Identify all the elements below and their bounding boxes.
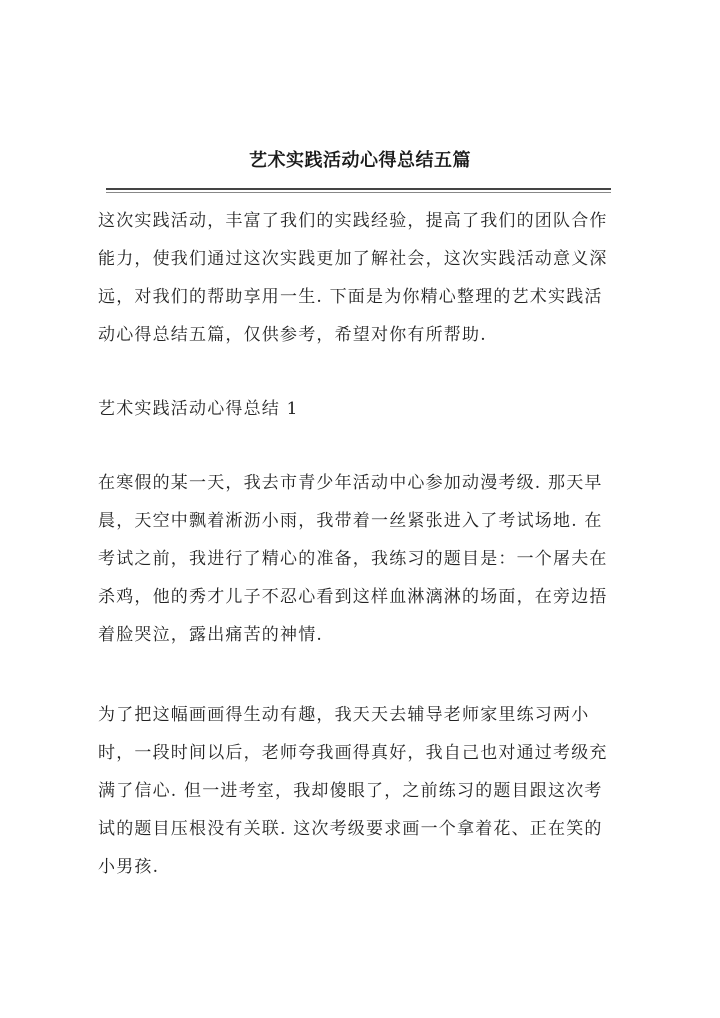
- paragraph-line: 满了信心. 但一进考室，我却傻眼了，之前练习的题目跟这次考: [98, 781, 603, 801]
- paragraph-line: 在寒假的某一天，我去市青少年活动中心参加动漫考级. 那天早: [98, 473, 603, 493]
- paragraph-line: 为了把这幅画画得生动有趣，我天天去辅导老师家里练习两小: [98, 705, 590, 725]
- paragraph-line: 动心得总结五篇，仅供参考，希望对你有所帮助.: [98, 325, 487, 345]
- section1-paragraph-1: [98, 464, 624, 654]
- title-divider: [106, 188, 611, 190]
- paragraph-line: 着脸哭泣，露出痛苦的神情.: [98, 625, 324, 645]
- paragraph-line: 能力，使我们通过这次实践更加了解社会，这次实践活动意义深: [98, 249, 608, 269]
- paragraph-line: 这次实践活动，丰富了我们的实践经验，提高了我们的团队合作: [98, 211, 608, 231]
- paragraph-line: 晨，天空中飘着淅沥小雨，我带着一丝紧张进入了考试场地. 在: [98, 511, 603, 531]
- paragraph-line: 试的题目压根没有关联. 这次考级要求画一个拿着花、正在笑的: [98, 819, 603, 839]
- paragraph-line: 时，一段时间以后，老师夸我画得真好，我自己也对通过考级充: [98, 743, 608, 763]
- section-heading-text: 艺术实践活动心得总结 1: [98, 399, 299, 419]
- title-divider-thin: [106, 192, 611, 193]
- document-title: 艺术实践活动心得总结五篇: [249, 150, 471, 171]
- section-heading: [98, 390, 624, 428]
- paragraph-line: 小男孩.: [98, 857, 160, 877]
- intro-paragraph: [98, 202, 624, 354]
- paragraph-line: 考试之前，我进行了精心的准备，我练习的题目是：一个屠夫在: [98, 549, 608, 569]
- paragraph-line: 杀鸡，他的秀才儿子不忍心看到这样血淋漓淋的场面，在旁边捂: [98, 587, 608, 607]
- paragraph-line: 远，对我们的帮助享用一生. 下面是为你精心整理的艺术实践活: [98, 287, 603, 307]
- section1-paragraph-2: [98, 696, 624, 886]
